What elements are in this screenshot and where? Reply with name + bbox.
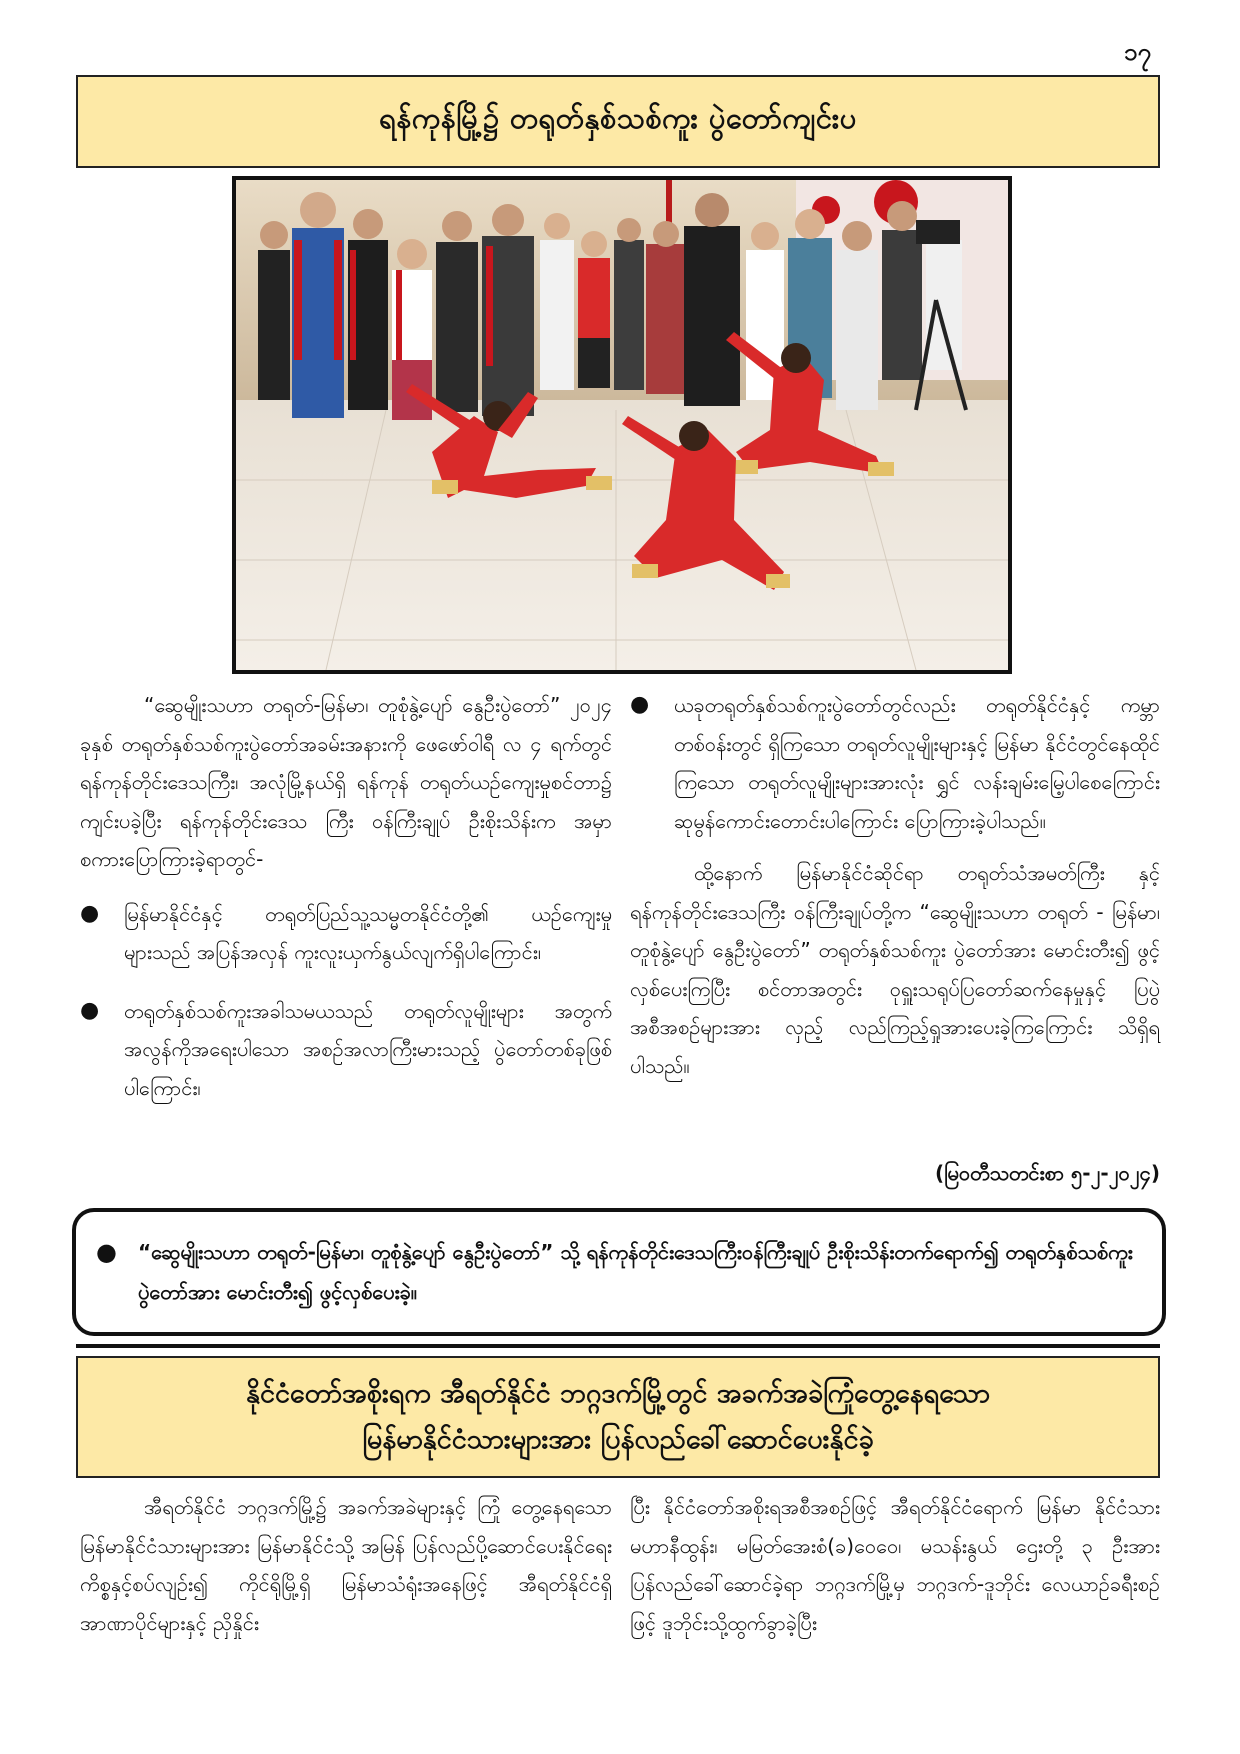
article2-headline-box xyxy=(76,1356,1160,1478)
article-lead-paragraph: “ဆွေမျိုးသဟာ တရုတ်-မြန်မာ၊ တူစုံနွဲ့ပျော် နွေဦးပွဲတော်” ၂၀၂၄ ခုနှစ် တရုတ်နှစ်သစ်ကူးပွဲတော်အခမ်းအနားကို ဖေဖော်ဝါရီ လ ၄ ရက်တွင် ရန်ကုန်တိုင်းဒေသကြီး၊ အလုံမြို့နယ်ရှိ ရန်ကုန် တရုတ်ယဉ်ကျေးမှုစင်တာ၌ ကျင်းပခဲ့ပြီး ရန်ကုန်တိုင်းဒေသ ကြီး ဝန်ကြီးချုပ် ဦးစိုးသိန်းက အမှာစကားပြောကြားခဲ့ရာတွင်- xyxy=(80,693,612,871)
article-left-column xyxy=(80,686,612,1107)
article-headline-box xyxy=(76,75,1160,168)
bullet-text: တရုတ်နှစ်သစ်ကူးအခါသမယသည် တရုတ်လူမျိုးများ အတွက် အလွန်ကိုအရေးပါသော အစဉ်အလာကြီးမားသည့် ပွဲတော်တစ်ခုဖြစ်ပါကြောင်း၊ xyxy=(124,998,612,1100)
bullet-dot-icon: ● xyxy=(630,692,650,717)
bullet-item xyxy=(80,992,612,1108)
page-number: ၁၇ xyxy=(1124,38,1151,66)
article2-left-column xyxy=(80,1488,612,1748)
bullet-dot-icon: ● xyxy=(80,900,100,926)
article-right-column xyxy=(630,686,1160,1085)
article2-lead-paragraph: အီရတ်နိုင်ငံ ဘဂ္ဂဒက်မြို့၌ အခက်အခဲများနှင့် ကြုံ တွေ့နေရသော မြန်မာနိုင်ငံသားများအား မြန်မာနိုင်ငံသို့ အမြန် ပြန်လည်ပို့ဆောင်ပေးနိုင်ရေးကိစ္စနှင့်စပ်လျဉ်း၍ ကိုင်ရိုမြို့ရှိ မြန်မာသံရုံးအနေဖြင့် အီရတ်နိုင်ငံရှိ အာဏာပိုင်များနှင့် ညှိနှိုင်း xyxy=(80,1495,612,1635)
section-divider xyxy=(76,1344,1160,1348)
article2-headline-line2: မြန်မာနိုင်ငံသားများအား ပြန်လည်ခေါ်ဆောင်ပေးနိုင်ခဲ့ xyxy=(362,1424,874,1455)
bullet-text: ယခုတရုတ်နှစ်သစ်ကူးပွဲတော်တွင်လည်း တရုတ်နိုင်ငံနှင့် ကမ္ဘာတစ်ဝန်းတွင် ရှိကြသော တရုတ်လူမျိုးများနှင့် မြန်မာ နိုင်ငံတွင်နေထိုင်ကြသော တရုတ်လူမျိုးများအားလုံး ရွှင် လန်းချမ်းမြေ့ပါစေကြောင်း ဆုမွန်ကောင်းတောင်းပါကြောင်း ပြောကြားခဲ့ပါသည်။ xyxy=(674,693,1160,833)
bullet-item xyxy=(630,686,1160,840)
photo-caption: “ဆွေမျိုးသဟာ တရုတ်-မြန်မာ၊ တူစုံနွဲ့ပျော် နွေဦးပွဲတော်” သို့ ရန်ကုန်တိုင်းဒေသကြီးဝန်ကြီးချုပ် ဦးစိုးသိန်းတက်ရောက်၍ တရုတ်နှစ်သစ်ကူးပွဲတော်အား မောင်းတီး၍ ဖွင့်လှစ်ပေးခဲ့။ xyxy=(138,1240,1133,1304)
bullet-item xyxy=(80,895,612,972)
bullet-dot-icon: ● xyxy=(96,1238,117,1266)
news-source: (မြဝတီသတင်းစာ ၅-၂-၂၀၂၄) xyxy=(934,1161,1160,1185)
wushu-performance-image xyxy=(236,180,1008,670)
article-closing-paragraph: ထို့နောက် မြန်မာနိုင်ငံဆိုင်ရာ တရုတ်သံအမတ်ကြီး နှင့် ရန်ကုန်တိုင်းဒေသကြီး ဝန်ကြီးချုပ်တို့က “ဆွေမျိုးသဟာ တရုတ် - မြန်မာ၊ တူစုံနွဲ့ပျော် နွေဦးပွဲတော်” တရုတ်နှစ်သစ်ကူး ပွဲတော်အား မောင်းတီး၍ ဖွင့်လှစ်ပေးကြပြီး စင်တာအတွင်း ဝုရှူးသရုပ်ပြတော်ဆက်နေမှုနှင့် ပြပွဲအစီအစဉ်များအား လှည့် လည်ကြည့်ရှုအားပေးခဲ့ကြကြောင်း သိရှိရပါသည်။ xyxy=(630,861,1160,1078)
bullet-dot-icon: ● xyxy=(80,997,100,1023)
news-photo xyxy=(232,176,1012,674)
article2-right-column xyxy=(630,1488,1160,1748)
bullet-text: မြန်မာနိုင်ငံနှင့် တရုတ်ပြည်သူ့သမ္မတနိုင်ငံတို့၏ ယဉ်ကျေးမှု များသည် အပြန်အလှန် ကူးလူးယှက်နွယ်လျက်ရှိပါကြောင်း၊ xyxy=(124,901,612,964)
article2-continued-paragraph: ပြီး နိုင်ငံတော်အစိုးရအစီအစဉ်ဖြင့် အီရတ်နိုင်ငံရောက် မြန်မာ နိုင်ငံသား မဟာနီထွန်း၊ မမြတ်အေးစံ(ခ)ဝေဝေ၊ မသန်းနွယ် ဌေးတို့ ၃ ဦးအား ပြန်လည်ခေါ်ဆောင်ခဲ့ရာ ဘဂ္ဂဒက်မြို့မှ ဘဂ္ဂဒက်-ဒူဘိုင်း လေယာဉ်ခရီးစဉ်ဖြင့် ဒူဘိုင်းသို့ထွက်ခွာခဲ့ပြီး xyxy=(630,1495,1160,1635)
photo-caption-box xyxy=(72,1208,1166,1336)
article-headline: ရန်ကုန်မြို့၌ တရုတ်နှစ်သစ်ကူး ပွဲတော်ကျင်းပ xyxy=(379,101,857,135)
article2-headline-line1: နိုင်ငံတော်အစိုးရက အီရတ်နိုင်ငံ ဘဂ္ဂဒက်မြို့တွင် အခက်အခဲကြုံတွေ့နေရသော xyxy=(246,1378,990,1409)
